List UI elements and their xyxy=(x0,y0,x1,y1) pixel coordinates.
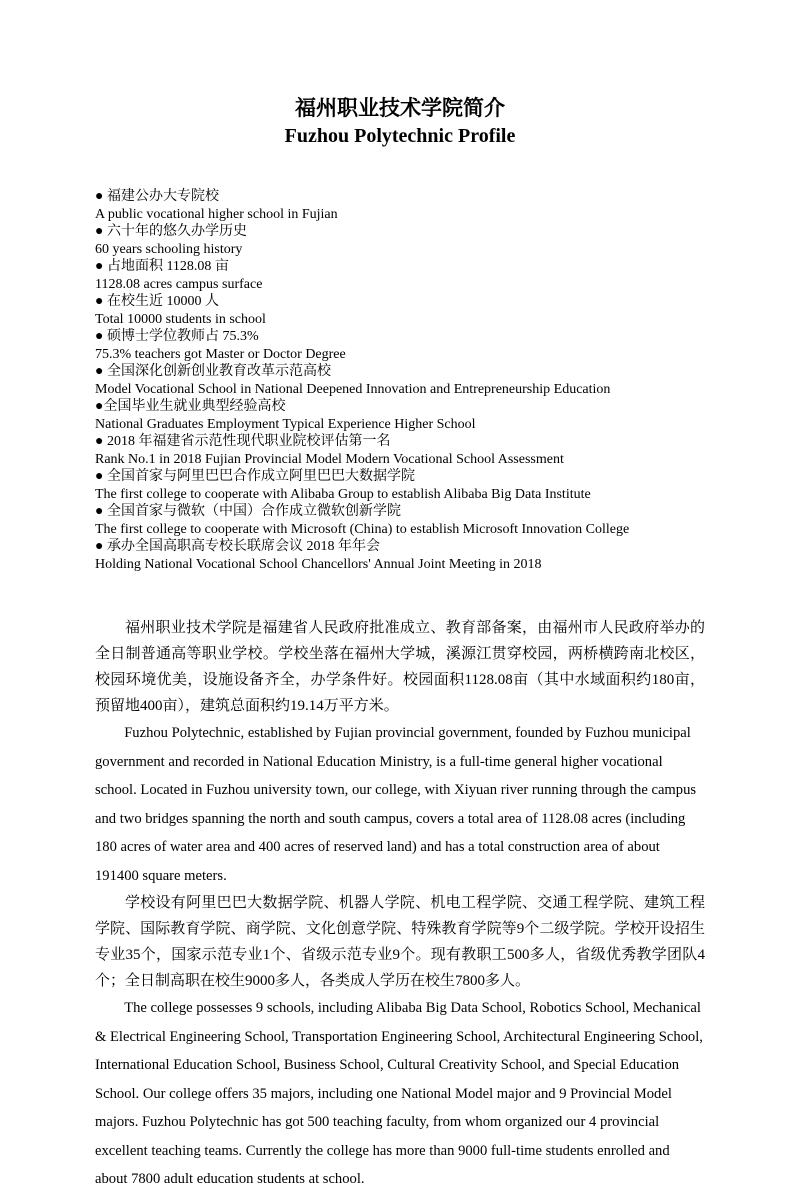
paragraph-chinese-2: 学校设有阿里巴巴大数据学院、机器人学院、机电工程学院、交通工程学院、建筑工程学院、国际教育学院、商学院、文化创意学院、特殊教育学院等9个二级学院。学校开设招生专业35个，国家示范专业1个、省级示范专业9个。现有教职工500多人，省级优秀教学团队4个；全日制高职在校生9000多人，各类成人学历在校生7800多人。 xyxy=(95,895,705,989)
highlight-zh: ● 全国首家与微软（中国）合作成立微软创新学院 xyxy=(95,504,401,519)
highlight-zh: ● 全国深化创新创业教育改革示范高校 xyxy=(95,364,331,379)
highlight-en: A public vocational higher school in Fujian xyxy=(95,206,338,222)
highlight-en: 1128.08 acres campus surface xyxy=(95,276,263,292)
highlight-en: The first college to cooperate with Microsoft (China) to establish Microsoft Innovation College xyxy=(95,521,630,537)
paragraph-english-2: The college possesses 9 schools, including Alibaba Big Data School, Robotics School, Mechanical & Electrical Engineering School, Transportation Engineering School, Architectural Engineering School, International Education School, Business School, Cultural Creativity School, and Special Education School. Our college offers 35 majors, including one National Model major and 9 Provincial Model majors. Fuzhou Polytechnic has got 500 teaching faculty, from whom organized our 4 provincial excellent teaching teams. Currently the college has more than 9000 full-time students enrolled and about 7800 adult education students at school. xyxy=(95,1000,703,1187)
highlight-zh: ● 占地面积 1128.08 亩 xyxy=(95,259,229,274)
list-item xyxy=(95,258,705,293)
highlight-en: Rank No.1 in 2018 Fujian Provincial Model Modern Vocational School Assessment xyxy=(95,451,564,467)
highlight-en: Total 10000 students in school xyxy=(95,311,266,327)
list-item xyxy=(95,293,705,328)
list-item xyxy=(95,503,705,538)
highlight-zh: ● 承办全国高职高专校长联席会议 2018 年年会 xyxy=(95,539,380,554)
list-item xyxy=(95,538,705,573)
page-title-chinese: 福州职业技术学院简介 xyxy=(295,96,505,120)
highlight-en: 60 years schooling history xyxy=(95,241,243,257)
highlight-zh: ●全国毕业生就业典型经验高校 xyxy=(95,399,286,414)
body-paragraphs xyxy=(95,615,705,1194)
list-item xyxy=(95,328,705,363)
highlight-zh: ● 2018 年福建省示范性现代职业院校评估第一名 xyxy=(95,434,391,449)
highlights-list xyxy=(95,188,705,573)
highlight-zh: ● 在校生近 10000 人 xyxy=(95,294,219,309)
list-item xyxy=(95,398,705,433)
list-item xyxy=(95,468,705,503)
highlight-en: 75.3% teachers got Master or Doctor Degree xyxy=(95,346,346,362)
list-item xyxy=(95,188,705,223)
paragraph-english-1: Fuzhou Polytechnic, established by Fujian provincial government, founded by Fuzhou municipal government and recorded in National Education Ministry, is a full-time general higher vocational school. Located in Fuzhou university town, our college, with Xiyuan river running through the campus and two bridges spanning the north and south campus, covers a total area of 1128.08 acres (including 180 acres of water area and 400 acres of reserved land) and has a total construction area of about 191400 square meters. xyxy=(95,725,697,884)
list-item xyxy=(95,433,705,468)
highlight-zh: ● 硕博士学位教师占 75.3% xyxy=(95,329,259,344)
page-title-english: Fuzhou Polytechnic Profile xyxy=(284,125,516,147)
highlight-zh: ● 六十年的悠久办学历史 xyxy=(95,224,247,239)
highlight-en: National Graduates Employment Typical Experience Higher School xyxy=(95,416,476,432)
highlight-en: The first college to cooperate with Alibaba Group to establish Alibaba Big Data Institute xyxy=(95,486,591,502)
paragraph-chinese-1: 福州职业技术学院是福建省人民政府批准成立、教育部备案，由福州市人民政府举办的全日制普通高等职业学校。学校坐落在福州大学城，溪源江贯穿校园，两桥横跨南北校区，校园环境优美，设施设备齐全，办学条件好。校园面积1128.08亩（其中水域面积约180亩，预留地400亩），建筑总面积约19.14万平方米。 xyxy=(95,620,705,714)
highlight-en: Holding National Vocational School Chancellors' Annual Joint Meeting in 2018 xyxy=(95,556,542,572)
highlight-zh: ● 福建公办大专院校 xyxy=(95,189,219,204)
list-item xyxy=(95,363,705,398)
list-item xyxy=(95,223,705,258)
highlight-en: Model Vocational School in National Deepened Innovation and Entrepreneurship Education xyxy=(95,381,611,397)
highlight-zh: ● 全国首家与阿里巴巴合作成立阿里巴巴大数据学院 xyxy=(95,469,415,484)
